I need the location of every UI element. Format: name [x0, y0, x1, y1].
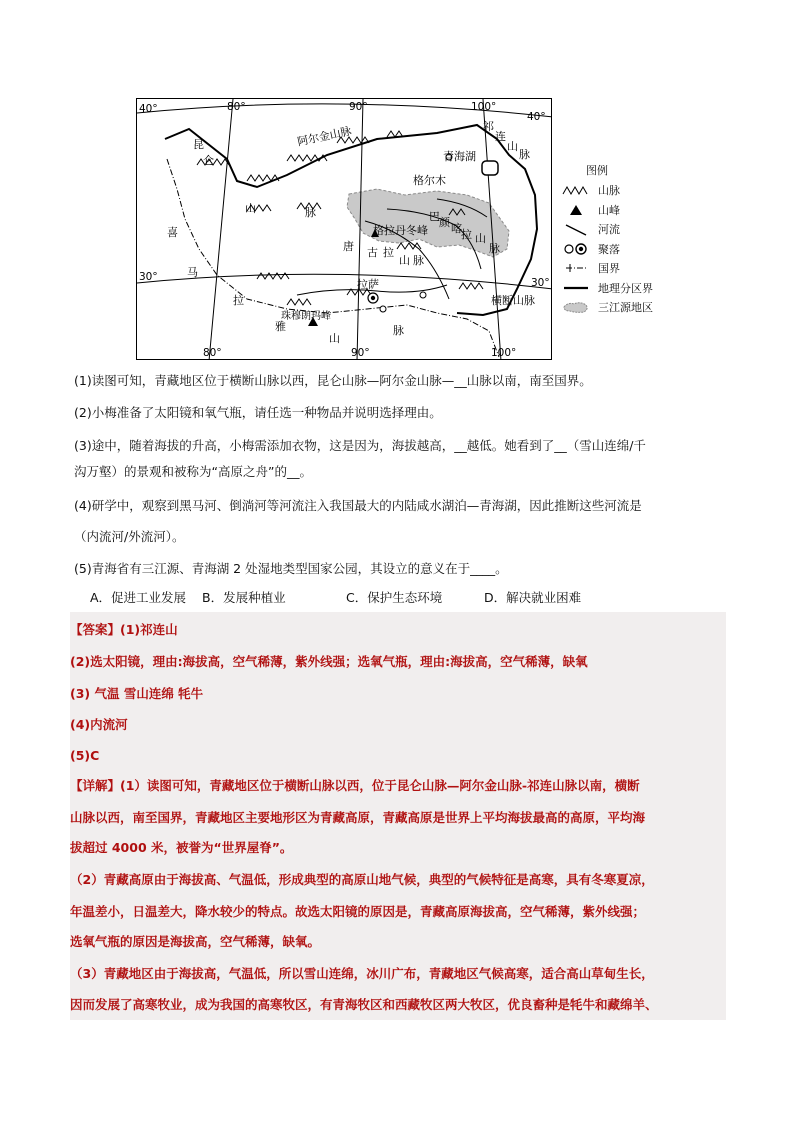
division-boundary-icon	[562, 281, 590, 295]
deg-bot-90: 90°	[351, 347, 370, 359]
detail-1c: 拔超过 4000 米，被誉为“世界屋脊”。	[70, 840, 293, 855]
sanjiangyuan-area-icon	[562, 300, 590, 314]
label-hengduan: 横断山脉	[491, 294, 535, 307]
label-kunlun-3: 山	[245, 202, 256, 215]
legend-label-river: 河流	[598, 223, 620, 236]
label-tanggula-4: 山	[399, 254, 410, 267]
label-ya: 雅	[275, 320, 286, 333]
mountain-range-icon	[562, 183, 590, 197]
latitude-30	[137, 274, 552, 289]
national-border	[167, 159, 499, 357]
legend-row-sanjiangyuan	[562, 298, 672, 318]
legend-title: 图例	[586, 164, 608, 177]
question-1: (1)读图可知，青藏地区位于横断山脉以西，昆仑山脉—阿尔金山脉—__山脉以南，南至国界。	[74, 373, 592, 388]
label-geladandong: 格拉丹冬峰	[373, 224, 428, 237]
detail-line-1	[70, 776, 730, 796]
label-kunlun-1: 昆	[193, 138, 204, 151]
deg-r-30: 30°	[531, 277, 550, 289]
legend-row-division	[562, 279, 672, 299]
choice-b: B．发展种植业	[202, 590, 286, 605]
map-legend	[562, 162, 672, 318]
legend-label-border: 国界	[598, 262, 620, 275]
label-ma: 马	[187, 266, 198, 279]
label-shan: 山	[329, 332, 340, 345]
label-golmud: 格尔木	[413, 174, 446, 187]
question-3-line-2: 沟万壑）的景观和被称为“高原之舟”的__。	[74, 464, 312, 479]
qinghai-lake-shape	[482, 161, 498, 175]
detail-1a: (1）读图可知，青藏地区位于横断山脉以西，位于昆仑山脉—阿尔金山脉-祁连山脉以南，横断	[120, 778, 640, 793]
legend-label-mountain: 山脉	[598, 184, 620, 197]
label-everest: 珠穆朗玛峰	[281, 311, 331, 322]
label-bayan-2: 颜	[439, 216, 450, 229]
legend-row-mountain	[562, 181, 672, 201]
choice-a: A．促进工业发展	[90, 590, 187, 605]
choice-d: D．解决就业困难	[484, 590, 582, 605]
legend-row-river	[562, 220, 672, 240]
answer-tag: 【答案】	[70, 622, 121, 637]
label-bayan-1: 巴	[429, 210, 440, 223]
answer-5: (5)C	[70, 748, 100, 763]
answer-2: (2)选太阳镜，理由:海拔高，空气稀薄，紫外线强；选氧气瓶，理由:海拔高，空气稀薄，缺氧	[70, 654, 588, 669]
question-4-line-2: （内流河/外流河）。	[74, 529, 185, 544]
label-mai: 脉	[393, 324, 404, 337]
detail-2a: （2）青藏高原由于海拔高、气温低，形成典型的高原山地气候，典型的气候特征是高寒，具有冬寒夏凉，	[70, 872, 654, 887]
question-5-choices	[90, 588, 581, 606]
choice-c: C．保护生态环境	[346, 590, 443, 605]
detail-2b: 年温差小，日温差大，降水较少的特点。故选太阳镜的原因是，青藏高原海拔高，空气稀薄，紫外线强；	[70, 904, 646, 919]
legend-label-settlement: 聚落	[598, 242, 620, 256]
label-tanggula-3: 拉	[383, 246, 394, 259]
label-tanggula-2: 古	[367, 246, 378, 259]
answer-3: (3) 气温 雪山连绵 牦牛	[70, 686, 204, 701]
question-5: (5)青海省有三江源、青海湖 2 处湿地类型国家公园，其设立的意义在于____。	[74, 561, 508, 576]
label-qilian-2: 连	[495, 130, 506, 143]
label-qinghai-lake: 青海湖	[443, 150, 476, 163]
question-4-line-1: (4)研学中，观察到黑马河、倒淌河等河流注入我国最大的内陆咸水湖泊—青海湖，因此推断这些河流是	[74, 498, 642, 513]
river-icon	[562, 222, 590, 236]
settlement-3	[380, 306, 386, 312]
legend-row-border	[562, 259, 672, 279]
deg-top-90: 90°	[349, 101, 368, 113]
label-qilian-1: 祁	[483, 120, 494, 133]
label-bayan-4: 拉	[461, 228, 472, 241]
detail-3a: （3）青藏地区由于海拔高，气温低，所以雪山连绵，冰川广布，青藏地区气候高寒，适合高山草甸生长，	[70, 966, 654, 981]
label-tanggula-5: 脉	[413, 254, 424, 267]
settlement-2	[420, 292, 426, 298]
deg-l-30: 30°	[139, 271, 158, 283]
label-bayan-6: 脉	[489, 242, 500, 255]
deg-top-100: 100°	[471, 101, 497, 113]
deg-tr-40: 40°	[527, 111, 546, 123]
label-kunlun-4: 脉	[305, 206, 316, 219]
legend-label-division: 地理分区界	[598, 281, 653, 295]
label-qilian-3: 山	[507, 140, 518, 153]
answer-line-1	[70, 620, 730, 640]
peak-icon	[562, 203, 590, 217]
label-xi: 喜	[167, 226, 178, 239]
deg-bot-100: 100°	[491, 347, 517, 359]
legend-label-sanjiangyuan: 三江源地区	[598, 301, 653, 314]
deg-bot-80: 80°	[203, 347, 222, 359]
detail-tag: 【详解】	[70, 778, 121, 793]
detail-1b: 山脉以西，南至国界，青藏地区主要地形区为青藏高原，青藏高原是世界上平均海拔最高的高原，平均海	[70, 810, 646, 825]
detail-2c: 选氧气瓶的原因是海拔高，空气稀薄，缺氧。	[70, 934, 321, 949]
answer-1: (1)祁连山	[120, 622, 178, 637]
label-bayan-5: 山	[475, 232, 486, 245]
label-tanggula-1: 唐	[343, 240, 354, 253]
deg-top-80: 80°	[227, 101, 246, 113]
legend-label-peak: 山峰	[598, 203, 620, 217]
answer-4: (4)内流河	[70, 717, 128, 732]
settlement-icon	[562, 242, 590, 256]
legend-row-settlement	[562, 240, 672, 260]
label-bayan-3: 喀	[451, 222, 462, 235]
deg-tl-40: 40°	[139, 103, 158, 115]
map-figure	[136, 98, 552, 360]
question-3-line-1: (3)途中，随着海拔的升高，小梅需添加衣物，这是因为，海拔越高，__越低。她看到了__（雪山连绵/千	[74, 438, 646, 453]
question-2: (2)小梅准备了太阳镜和氧气瓶，请任选一种物品并说明选择理由。	[74, 405, 442, 420]
legend-row-peak	[562, 201, 672, 221]
label-altun: 阿尔金山脉	[296, 124, 353, 149]
longitude-80	[209, 99, 233, 360]
label-lhasa: 拉萨	[357, 278, 379, 291]
label-kunlun-2: 仑	[203, 154, 214, 167]
label-qilian-4: 脉	[519, 148, 530, 161]
national-border-icon	[562, 261, 590, 275]
detail-3b: 因而发展了高寒牧业，成为我国的高寒牧区，有青海牧区和西藏牧区两大牧区，优良畜种是牦牛和藏绵羊、	[70, 997, 658, 1012]
label-la: 拉	[233, 294, 244, 307]
lhasa-marker-inner	[371, 296, 375, 300]
